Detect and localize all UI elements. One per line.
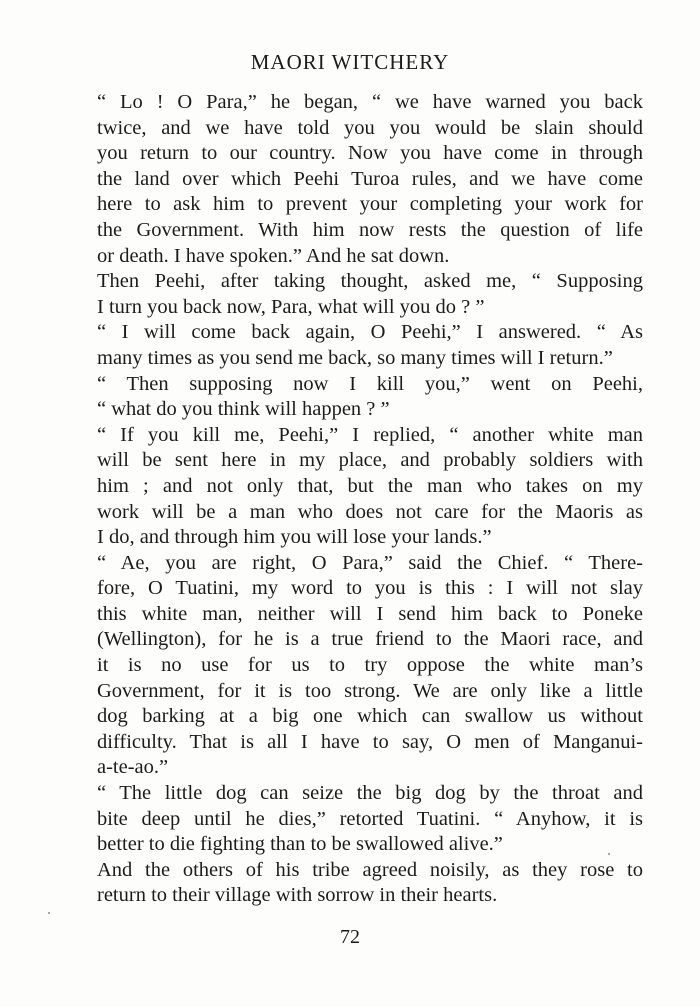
text-line: Then Peehi, after taking thought, asked me, “ Supposing	[97, 270, 643, 293]
text-line: “ Ae, you are right, O Para,” said the Chief. “ There-	[97, 551, 643, 574]
text-line: return to their village with sorrow in their hearts.	[97, 884, 498, 907]
text-line: many times as you send me back, so many times will I return.”	[97, 346, 613, 369]
text-line: (Wellington), for he is a true friend to the Maori race, and	[97, 628, 643, 651]
text-line: the Government. With him now rests the question of life	[97, 218, 643, 241]
paragraph	[77, 423, 643, 551]
text-line: “ The little dog can seize the big dog by the throat and	[97, 782, 643, 805]
text-line: “ I will come back again, O Peehi,” I answered. “ As	[97, 321, 643, 344]
paragraph	[77, 781, 643, 858]
text-line: “ If you kill me, Peehi,” I replied, “ another white man	[97, 423, 643, 446]
text-line: better to die fighting than to be swallowed alive.”	[97, 833, 503, 856]
paragraph	[77, 372, 643, 423]
text-line: or death. I have spoken.” And he sat down.	[97, 244, 450, 267]
text-line: I turn you back now, Para, what will you do ? ”	[97, 295, 485, 318]
ink-speck	[608, 853, 610, 855]
text-line: fore, O Tuatini, my word to you is this : I will not slay	[97, 577, 643, 600]
text-line: I do, and through him you will lose your lands.”	[97, 526, 492, 549]
text-line: twice, and we have told you you would be slain should	[97, 116, 643, 139]
body-text	[77, 90, 643, 909]
text-line: And the others of his tribe agreed noisily, as they rose to	[97, 858, 643, 881]
paragraph	[77, 551, 643, 781]
text-line: it is no use for us to try oppose the white man’s	[97, 654, 643, 677]
running-head: MAORI WITCHERY	[250, 50, 450, 74]
text-line: will be sent here in my place, and probably soldiers with	[97, 449, 643, 472]
text-line: bite deep until he dies,” retorted Tuatini. “ Anyhow, it is	[97, 807, 643, 830]
text-line: this white man, neither will I send him back to Poneke	[97, 602, 643, 625]
text-line: the land over which Peehi Turoa rules, and we have come	[97, 167, 643, 190]
text-line: here to ask him to prevent your completing your work for	[97, 193, 643, 216]
text-line: difficulty. That is all I have to say, O men of Manganui-	[97, 730, 643, 753]
page-number: 72	[340, 926, 360, 948]
paragraph	[77, 320, 643, 371]
text-line: Government, for it is too strong. We are only like a little	[97, 679, 643, 702]
paragraph	[77, 90, 643, 269]
text-line: “ Lo ! O Para,” he began, “ we have warned you back	[97, 91, 643, 113]
text-line: “ what do you think will happen ? ”	[97, 398, 390, 421]
text-line: work will be a man who does not care for the Maoris as	[97, 500, 643, 523]
ink-speck	[48, 912, 50, 914]
paragraph	[77, 858, 643, 909]
text-line: a-te-ao.”	[97, 756, 169, 779]
text-line: dog barking at a big one which can swallow us without	[97, 705, 643, 728]
text-line: you return to our country. Now you have come in through	[97, 142, 643, 165]
text-line: “ Then supposing now I kill you,” went on Peehi,	[97, 372, 643, 395]
text-line: him ; and not only that, but the man who takes on my	[97, 474, 643, 497]
paragraph	[77, 269, 643, 320]
